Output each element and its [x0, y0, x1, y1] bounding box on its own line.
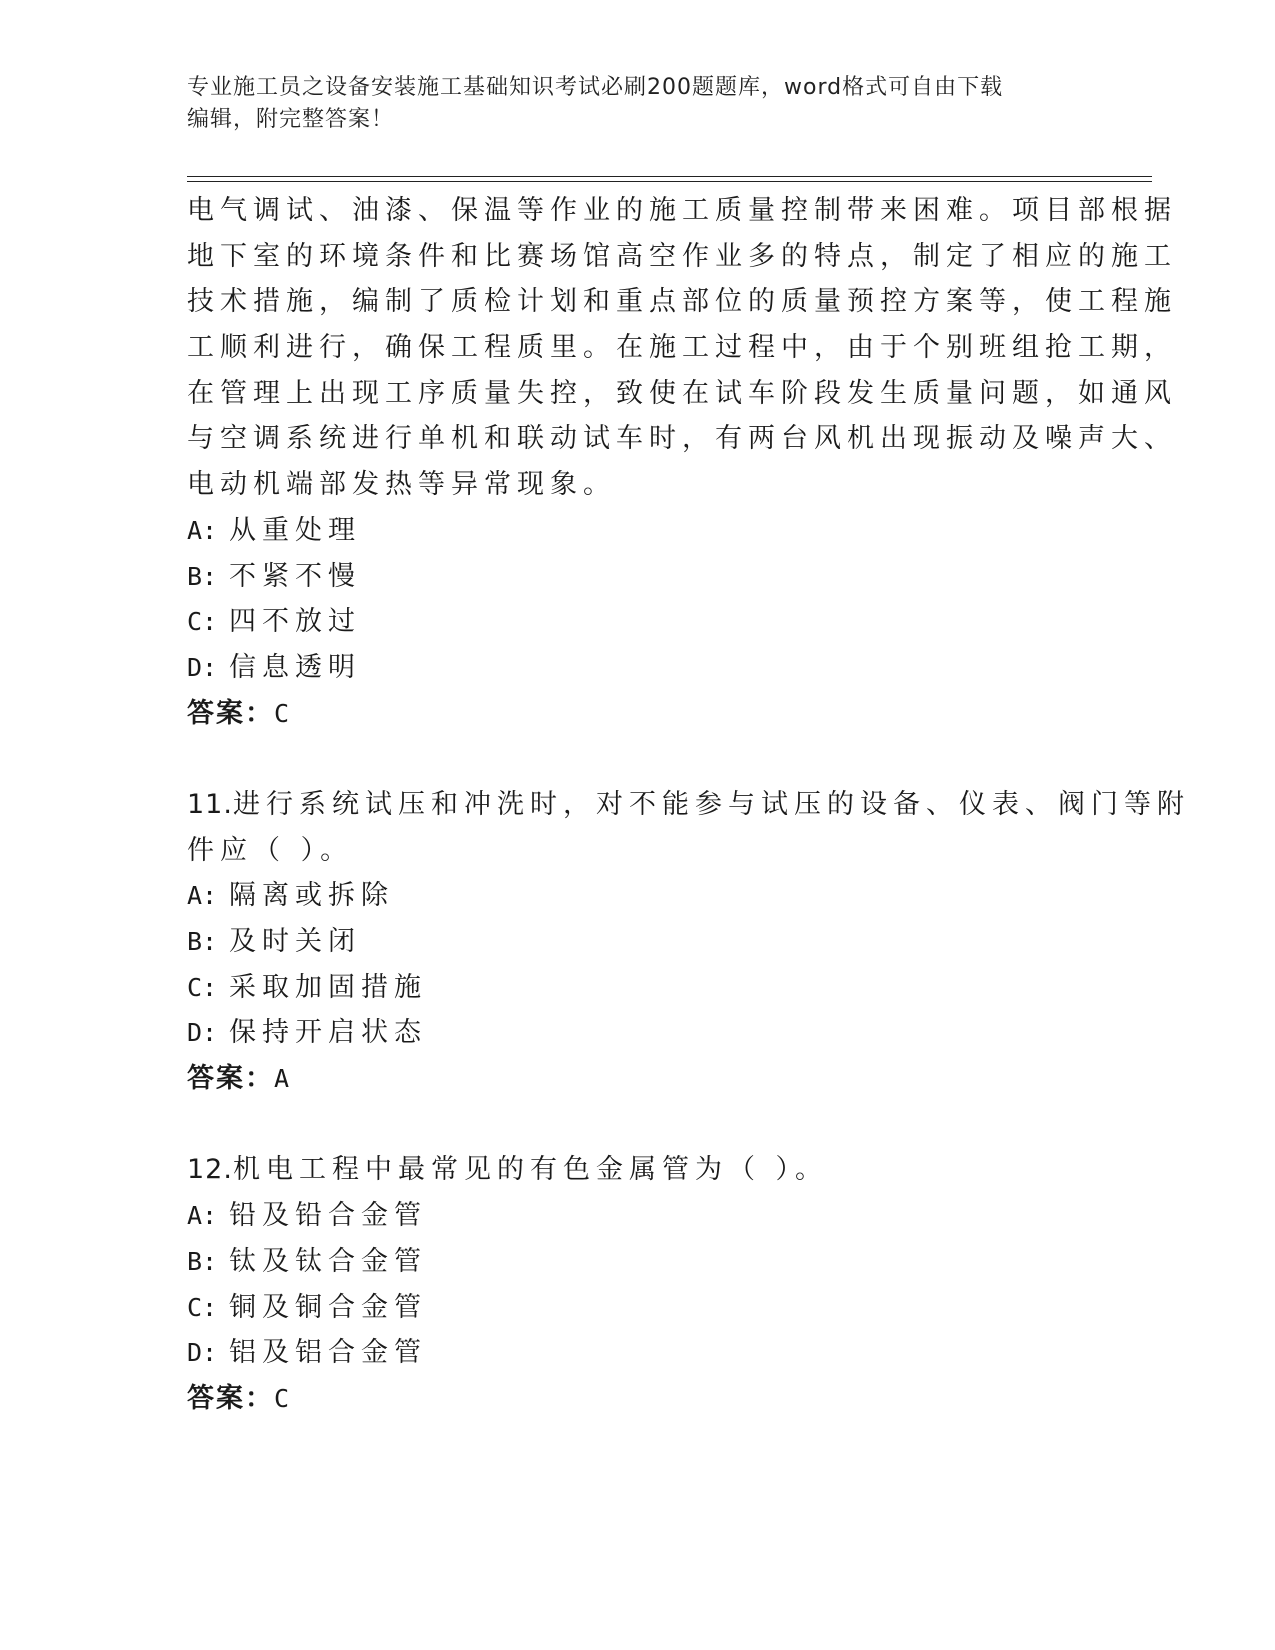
- answer-line: [187, 691, 1087, 737]
- option-a: [187, 873, 1087, 919]
- header-divider-bottom: [187, 181, 1152, 182]
- question-11-block: [187, 782, 1190, 1102]
- option-d: [187, 1010, 1087, 1056]
- option-a: [187, 508, 1087, 554]
- answer-value: A: [274, 1064, 290, 1094]
- option-text: 隔离或拆除: [229, 880, 394, 912]
- option-letter: B:: [187, 561, 218, 591]
- question-text: 机电工程中最常见的有色金属管为（ ）。: [232, 1154, 829, 1186]
- option-d: [187, 645, 1087, 691]
- option-a: [187, 1193, 1087, 1239]
- answer-label: 答案：: [187, 1382, 274, 1414]
- spacer: [187, 736, 1087, 782]
- option-text: 采取加固措施: [229, 971, 427, 1003]
- document-body: [187, 188, 1190, 1422]
- option-text: 保持开启状态: [229, 1017, 427, 1049]
- passage-line: 电气调试、油漆、保温等作业的施工质量控制带来困难。项目部根据: [187, 195, 1177, 226]
- option-b: [187, 1239, 1087, 1285]
- option-c: [187, 965, 1087, 1011]
- header-divider-top: [187, 176, 1152, 177]
- answer-line: [187, 1376, 1087, 1422]
- question-text: 进行系统试压和冲洗时，对不能参与试压的设备、仪表、阀门等附: [232, 788, 1190, 820]
- answer-label: 答案：: [187, 697, 274, 729]
- option-text: 铝及铝合金管: [229, 1337, 427, 1369]
- option-b: [187, 554, 1087, 600]
- question-text-line: [187, 782, 1190, 828]
- question-number: 11.: [187, 788, 233, 820]
- answer-line: [187, 1056, 1087, 1102]
- option-text: 从重处理: [229, 514, 361, 546]
- passage-line: 技术措施，编制了质检计划和重点部位的质量预控方案等，使工程施: [187, 286, 1177, 318]
- spacer: [187, 1102, 1087, 1148]
- option-letter: C:: [187, 607, 218, 637]
- option-b: [187, 919, 1087, 965]
- passage-line: 电动机端部发热等异常现象。: [187, 469, 616, 501]
- answer-label: 答案：: [187, 1063, 274, 1095]
- option-text: 钛及钛合金管: [229, 1245, 427, 1277]
- passage-line: 在管理上出现工序质量失控，致使在试车阶段发生质量问题，如通风: [187, 377, 1177, 409]
- passage-line: 地下室的环境条件和比赛场馆高空作业多的特点，制定了相应的施工: [187, 240, 1177, 272]
- question-10-block: [187, 188, 1177, 736]
- passage-line: 与空调系统进行单机和联动试车时，有两台风机出现振动及噪声大、: [187, 423, 1177, 455]
- option-letter: D:: [187, 1018, 218, 1048]
- question-12-block: [187, 1147, 1087, 1421]
- header-title-line-2: 编辑，附完整答案！: [187, 107, 395, 132]
- option-letter: C:: [187, 1292, 218, 1322]
- option-text: 及时关闭: [229, 926, 361, 957]
- option-letter: D:: [187, 652, 218, 682]
- document-header: [187, 72, 1067, 136]
- question-text-line: [187, 1147, 1087, 1193]
- option-letter: A:: [187, 515, 218, 545]
- option-letter: D:: [187, 1338, 218, 1368]
- option-text: 四不放过: [229, 606, 361, 638]
- option-text: 铅及铅合金管: [229, 1200, 427, 1232]
- option-letter: A:: [187, 881, 218, 911]
- option-d: [187, 1330, 1087, 1376]
- passage-line: 工顺利进行，确保工程质里。在施工过程中，由于个别班组抢工期，: [187, 332, 1177, 364]
- option-c: [187, 1285, 1087, 1331]
- question-text-line: 件应（ ）。: [187, 834, 354, 866]
- answer-value: C: [274, 1383, 290, 1413]
- option-text: 不紧不慢: [229, 560, 361, 592]
- option-c: [187, 599, 1087, 645]
- option-letter: B:: [187, 1246, 218, 1276]
- question-number: 12.: [187, 1154, 233, 1186]
- option-letter: C:: [187, 972, 218, 1002]
- header-title-line-1: 专业施工员之设备安装施工基础知识考试必刷200题题库，word格式可自由下载: [187, 75, 1004, 100]
- option-letter: A:: [187, 1201, 218, 1231]
- option-text: 信息透明: [229, 651, 361, 683]
- answer-value: C: [274, 698, 290, 728]
- option-text: 铜及铜合金管: [229, 1291, 427, 1323]
- option-letter: B:: [187, 927, 218, 956]
